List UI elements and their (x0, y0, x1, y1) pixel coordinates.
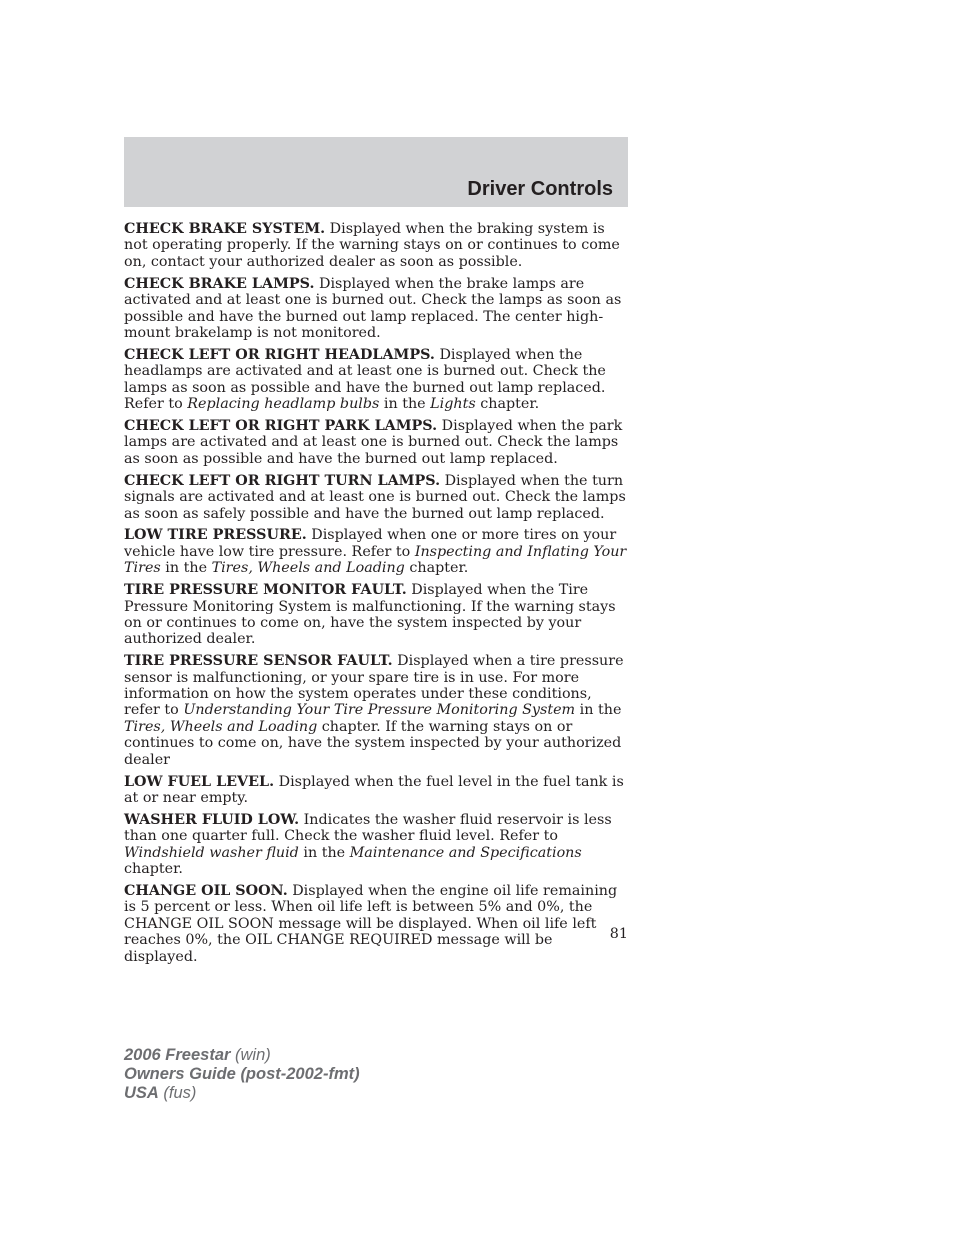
message-text: Displayed when the Tire Pressure Monitoring System is malfunctioning. If the warning stays on or continues to come on, have the system inspected by your authorized dealer. (124, 582, 616, 648)
message-text: Displayed when the engine oil life remaining is 5 percent or less. When oil life left is between 5% and 0%, the CHANGE OIL SOON message will be displayed. When oil life left reaches 0%, the OIL CHANGE REQUIRED message will be displayed. (124, 883, 618, 965)
message-text: in the (298, 844, 350, 861)
message-text: Displayed when the park lamps are activated and at least one is burned out. Check the lamps as soon as possible and have the burned out lamp replaced. (124, 417, 623, 467)
warning-message-paragraph (124, 527, 628, 576)
warning-message-paragraph (124, 347, 628, 413)
cross-reference: Windshield washer fluid (124, 844, 299, 861)
message-heading: CHECK LEFT OR RIGHT PARK LAMPS. (124, 417, 438, 434)
footer-market: USA (124, 1084, 159, 1102)
warning-message-paragraph (124, 276, 628, 342)
cross-reference: Tires, Wheels and Loading (211, 560, 405, 577)
cross-reference: Tires, Wheels and Loading (124, 718, 318, 735)
warning-message-paragraph (124, 221, 628, 270)
warning-message-paragraph (124, 883, 628, 965)
warning-message-paragraph (124, 653, 628, 768)
message-text: Displayed when the brake lamps are activated and at least one is burned out. Check the lamps as soon as possible and have the burned out lamp replaced. The center high-mount brakelamp is not monitored. (124, 275, 622, 341)
message-text: chapter. (124, 861, 183, 878)
document-footer (124, 1046, 360, 1103)
message-heading: CHECK LEFT OR RIGHT TURN LAMPS. (124, 472, 441, 489)
warning-message-paragraph (124, 473, 628, 522)
message-text: chapter. If the warning stays on or continues to come on, have the system inspected by your authorized dealer (124, 718, 622, 768)
message-heading: TIRE PRESSURE SENSOR FAULT. (124, 653, 393, 670)
message-text: in the (160, 560, 212, 577)
message-text: in the (379, 396, 431, 413)
cross-reference: Maintenance and Specifications (349, 844, 582, 861)
message-text: chapter. (475, 396, 540, 413)
page-number: 81 (609, 926, 628, 942)
message-heading: TIRE PRESSURE MONITOR FAULT. (124, 582, 407, 599)
message-heading: CHECK BRAKE LAMPS. (124, 275, 315, 292)
message-heading: WASHER FLUID LOW. (124, 811, 300, 828)
footer-line-guide (124, 1065, 360, 1084)
message-text: chapter. (404, 560, 469, 577)
message-text: Displayed when one or more tires on your vehicle have low tire pressure. Refer to (124, 527, 617, 560)
message-text: Displayed when a tire pressure sensor is malfunctioning, or your spare tire is in use. For more information on how the system operates under these conditions, refer to (124, 653, 624, 719)
footer-market-code: (fus) (158, 1084, 197, 1102)
cross-reference: Understanding Your Tire Pressure Monitoring System (183, 702, 576, 719)
message-heading: CHANGE OIL SOON. (124, 883, 288, 900)
footer-guide: Owners Guide (post-2002-fmt) (124, 1065, 360, 1083)
warning-message-paragraph (124, 582, 628, 648)
message-text: Displayed when the turn signals are activated and at least one is burned out. Check the lamps as soon as safely possible and have the burned out lamp replaced. (124, 472, 626, 522)
message-text: Displayed when the fuel level in the fuel tank is at or near empty. (124, 773, 624, 806)
footer-line-model (124, 1046, 360, 1065)
warning-message-paragraph (124, 418, 628, 467)
message-heading: CHECK LEFT OR RIGHT HEADLAMPS. (124, 346, 435, 363)
message-text: Displayed when the headlamps are activated and at least one is burned out. Check the lamps as soon as possible and have the burned out lamp replaced. Refer to (124, 346, 606, 413)
message-heading: LOW TIRE PRESSURE. (124, 527, 307, 544)
footer-model: 2006 Freestar (124, 1046, 231, 1064)
cross-reference: Replacing headlamp bulbs (187, 396, 380, 413)
message-text: Displayed when the braking system is not operating properly. If the warning stays on or continues to come on, contact your authorized dealer as soon as possible. (124, 221, 620, 270)
body-text (124, 221, 628, 971)
warning-message-paragraph (124, 774, 628, 807)
message-text: Indicates the washer fluid reservoir is less than one quarter full. Check the washer fluid level. Refer to (124, 811, 612, 845)
message-heading: CHECK BRAKE SYSTEM. (124, 221, 326, 237)
footer-line-market (124, 1084, 360, 1103)
cross-reference: Lights (430, 396, 476, 413)
section-header-bar (124, 137, 628, 207)
warning-message-paragraph (124, 812, 628, 878)
section-title: Driver Controls (467, 178, 613, 200)
message-text: in the (575, 702, 622, 719)
message-heading: LOW FUEL LEVEL. (124, 773, 275, 790)
cross-reference: Inspecting and Inflating Your Tires (124, 543, 627, 577)
footer-model-code: (win) (230, 1046, 271, 1064)
